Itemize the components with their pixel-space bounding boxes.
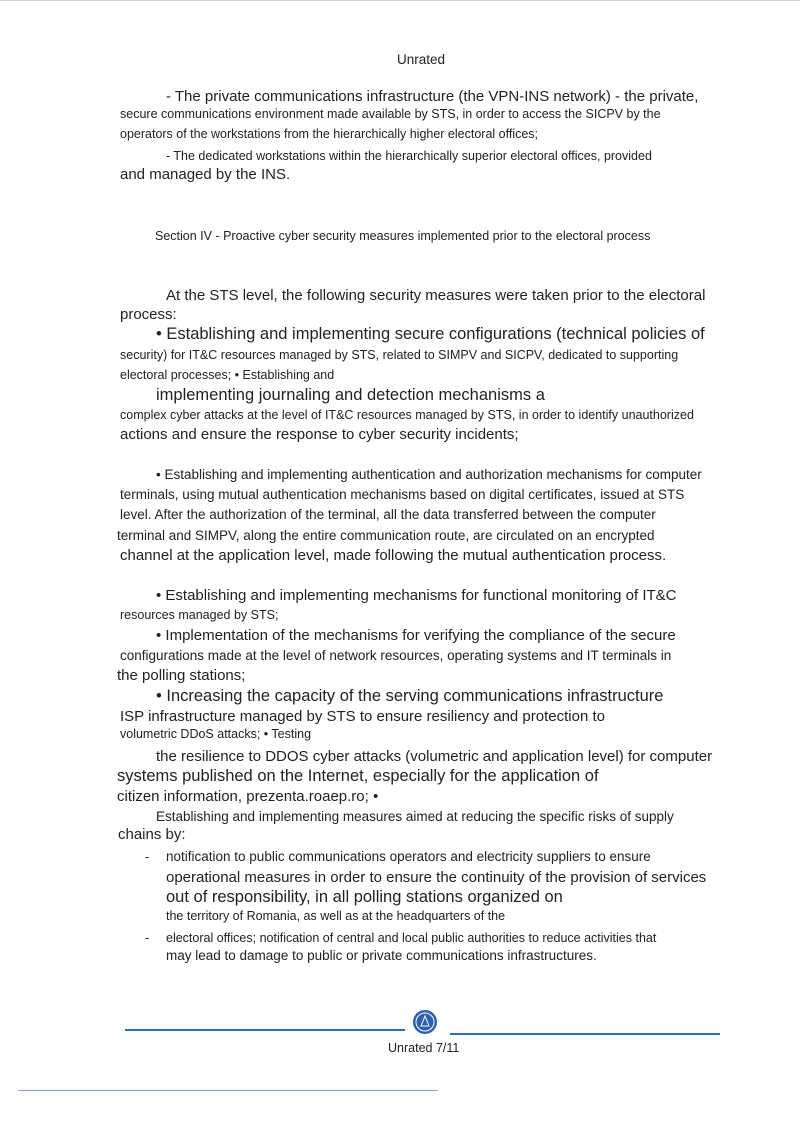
footer-rule-right [450,1033,720,1035]
paragraph-line: volumetric DDoS attacks; • Testing [120,727,312,741]
header-classification: Unrated [397,52,446,67]
paragraph-line: citizen information, prezenta.roaep.ro; • [117,788,379,805]
page-top-border [0,0,800,1]
emblem-seal-icon [412,1009,438,1035]
section-heading: Section IV - Proactive cyber security measures implemented prior to the electoral process [155,229,651,243]
paragraph-line: the polling stations; [117,667,246,684]
paragraph-line: chains by: [118,826,186,843]
footer-rule-left [125,1029,405,1031]
paragraph-line: • Implementation of the mechanisms for verifying the compliance of the secure [156,627,676,644]
paragraph-line: • Establishing and implementing secure configurations (technical policies of [156,325,705,343]
paragraph-line: secure communications environment made available by STS, in order to access the SICPV by the [120,107,661,121]
list-item-line: operational measures in order to ensure the continuity of the provision of services [166,869,707,886]
paragraph-line: ISP infrastructure managed by STS to ensure resiliency and protection to [120,708,605,725]
list-item-line: electoral offices; notification of central and local public authorities to reduce activities that [166,931,657,945]
list-item-line: may lead to damage to public or private communications infrastructures. [166,948,597,963]
paragraph-line: complex cyber attacks at the level of IT&C resources managed by STS, in order to identify unauthorized [120,408,694,422]
paragraph-line: • Increasing the capacity of the serving communications infrastructure [156,687,664,705]
paragraph-line: electoral processes; • Establishing and [120,368,335,382]
list-dash-marker: - [145,930,150,945]
paragraph-line: level. After the authorization of the terminal, all the data transferred between the computer [120,507,656,522]
paragraph-line: channel at the application level, made following the mutual authentication process. [120,547,667,564]
page-bottom-border [18,1090,438,1091]
paragraph-line: At the STS level, the following security measures were taken prior to the electoral [166,287,706,304]
paragraph-line: operators of the workstations from the hierarchically higher electoral offices; [120,127,539,141]
paragraph-line: • Establishing and implementing mechanisms for functional monitoring of IT&C [156,587,677,604]
paragraph-line: the resilience to DDOS cyber attacks (volumetric and application level) for computer [156,748,713,765]
paragraph-line: • Establishing and implementing authentication and authorization mechanisms for computer [156,467,702,482]
paragraph-line: terminals, using mutual authentication mechanisms based on digital certificates, issued at STS [120,487,685,502]
list-item-line: out of responsibility, in all polling stations organized on [166,888,563,906]
paragraph-line: terminal and SIMPV, along the entire communication route, are circulated on an encrypted [117,528,655,543]
paragraph-line: actions and ensure the response to cyber security incidents; [120,426,519,443]
paragraph-line: - The dedicated workstations within the hierarchically superior electoral offices, provided [166,149,652,163]
footer-page-label: Unrated 7/11 [388,1041,460,1055]
paragraph-line: and managed by the INS. [120,166,291,183]
paragraph-line: configurations made at the level of network resources, operating systems and IT terminals in [120,648,672,663]
paragraph-line: process: [120,306,177,323]
paragraph-line: Establishing and implementing measures aimed at reducing the specific risks of supply [156,809,674,824]
list-item-line: notification to public communications operators and electricity suppliers to ensure [166,849,651,864]
paragraph-line: implementing journaling and detection mechanisms a [156,386,545,404]
list-dash-marker: - [145,849,150,864]
paragraph-line: security) for IT&C resources managed by STS, related to SIMPV and SICPV, dedicated to supporting [120,348,679,362]
list-item-line: the territory of Romania, as well as at the headquarters of the [166,909,506,923]
paragraph-line: systems published on the Internet, especially for the application of [117,767,599,785]
paragraph-line: - The private communications infrastructure (the VPN-INS network) - the private, [166,88,699,105]
paragraph-line: resources managed by STS; [120,608,279,622]
